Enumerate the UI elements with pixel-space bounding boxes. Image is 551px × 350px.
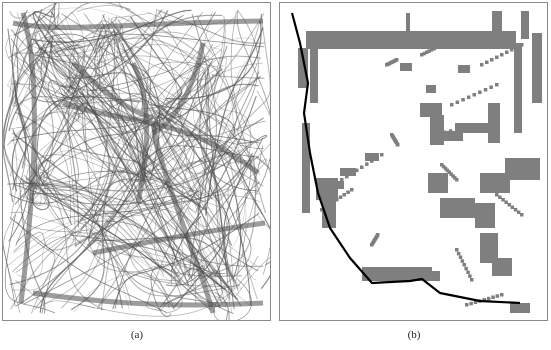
obstacle-cell — [302, 123, 310, 213]
obstacle-cell — [310, 43, 318, 103]
obstacle-dot — [514, 208, 518, 212]
obstacle-dot — [470, 278, 474, 282]
obstacle-dot — [489, 86, 493, 90]
obstacle-dot — [335, 198, 339, 202]
obstacle-cell — [492, 258, 512, 276]
obstacle-cell — [475, 203, 495, 228]
obstacle-dot — [500, 53, 504, 57]
obstacle-cell — [458, 65, 470, 73]
obstacle-dot — [485, 61, 489, 65]
trajectory-bundle-plot — [3, 3, 270, 320]
obstacle-dot — [520, 43, 524, 47]
trajectory-line — [256, 157, 270, 265]
obstacle-dot — [461, 98, 465, 102]
obstacle-dot — [456, 101, 460, 105]
obstacle-dot — [449, 129, 453, 133]
obstacle-dot — [455, 128, 459, 132]
obstacle-dot — [443, 131, 447, 135]
obstacle-cell — [380, 271, 440, 281]
obstacle-dot — [500, 293, 504, 297]
obstacle-dot — [466, 271, 470, 275]
obstacle-dot — [331, 201, 335, 205]
obstacle-dot — [464, 267, 468, 271]
obstacle-dot — [484, 88, 488, 92]
obstacle-dot — [345, 175, 349, 179]
obstacle-cell — [492, 11, 502, 41]
obstacle-cell — [521, 11, 529, 39]
obstacle-cell — [306, 31, 516, 49]
obstacle-dot — [375, 156, 379, 160]
obstacle-dot — [510, 48, 514, 52]
obstacle-dot — [450, 103, 454, 107]
obstacle-dot — [515, 46, 519, 50]
panel-a-caption: (a) — [130, 329, 144, 341]
obstacle-dot — [461, 127, 465, 131]
obstacle-cell — [532, 33, 542, 103]
obstacle-dot — [478, 91, 482, 95]
obstacle-dot — [430, 133, 434, 137]
obstacle-dot — [370, 159, 374, 163]
obstacle-dot — [495, 193, 499, 197]
obstacle-cell — [505, 158, 540, 180]
panel-b-caption: (b) — [407, 329, 421, 341]
obstacle-cell — [510, 303, 530, 313]
obstacle-dot — [480, 63, 484, 67]
obstacle-cell — [428, 173, 448, 193]
obstacle-dot — [467, 96, 471, 100]
obstacle-dot — [436, 132, 440, 136]
obstacle-cell — [514, 43, 522, 133]
obstacle-dot — [457, 252, 461, 256]
obstacle-cell — [340, 168, 356, 176]
obstacle-dot — [474, 124, 478, 128]
occupancy-map-plot — [280, 3, 547, 320]
obstacle-dot — [350, 172, 354, 176]
obstacle-dot — [520, 213, 524, 217]
obstacle-cell — [406, 13, 410, 38]
obstacle-dot — [496, 294, 500, 298]
obstacle-dot — [501, 198, 505, 202]
obstacle-dot — [469, 302, 473, 306]
obstacle-dot — [340, 178, 344, 182]
obstacle-cell — [480, 173, 510, 193]
obstacle-dot — [339, 196, 343, 200]
obstacle-dot — [490, 58, 494, 62]
obstacle-cell — [420, 103, 442, 117]
obstacle-cell — [488, 103, 500, 143]
obstacle-cell — [426, 85, 436, 93]
obstacle-dot — [440, 43, 444, 47]
obstacle-dot — [350, 188, 354, 192]
obstacle-dot — [355, 169, 359, 173]
obstacle-dot — [396, 143, 400, 147]
trajectory-line — [238, 11, 258, 142]
trajectory-group — [3, 3, 270, 320]
obstacle-cell — [440, 198, 475, 218]
obstacle-dot — [491, 296, 495, 300]
obstacle-dot — [495, 56, 499, 60]
occupancy-map-panel — [279, 2, 548, 321]
obstacle-dot — [508, 203, 512, 207]
obstacle-dot — [505, 51, 509, 55]
obstacle-dot — [380, 153, 384, 157]
obstacle-dot — [487, 297, 491, 301]
obstacle-cell — [430, 115, 444, 145]
obstacle-dot — [328, 203, 332, 207]
obstacle-dot — [465, 303, 469, 307]
trajectory-bundle-panel — [2, 2, 271, 321]
obstacle-dot — [463, 263, 467, 267]
obstacle-dot — [365, 162, 369, 166]
obstacle-dot — [480, 123, 484, 127]
obstacle-dot — [504, 201, 508, 205]
obstacle-dot — [461, 259, 465, 263]
obstacle-dot — [455, 178, 459, 182]
obstacle-dot — [395, 58, 399, 62]
obstacle-dot — [511, 206, 514, 210]
obstacle-cell — [400, 63, 412, 71]
obstacle-dot — [346, 191, 350, 195]
obstacle-dot — [468, 126, 472, 130]
obstacle-dot — [495, 83, 499, 87]
obstacle-dot — [468, 274, 472, 278]
obstacle-dot — [459, 256, 463, 260]
obstacle-dot — [455, 248, 459, 252]
obstacle-dot — [376, 233, 380, 237]
obstacle-dot — [473, 93, 477, 97]
obstacle-dot — [343, 193, 347, 197]
obstacle-dot — [498, 196, 502, 200]
obstacle-cell — [330, 181, 344, 189]
obstacle-dot — [360, 166, 364, 170]
obstacle-dot — [517, 211, 521, 215]
